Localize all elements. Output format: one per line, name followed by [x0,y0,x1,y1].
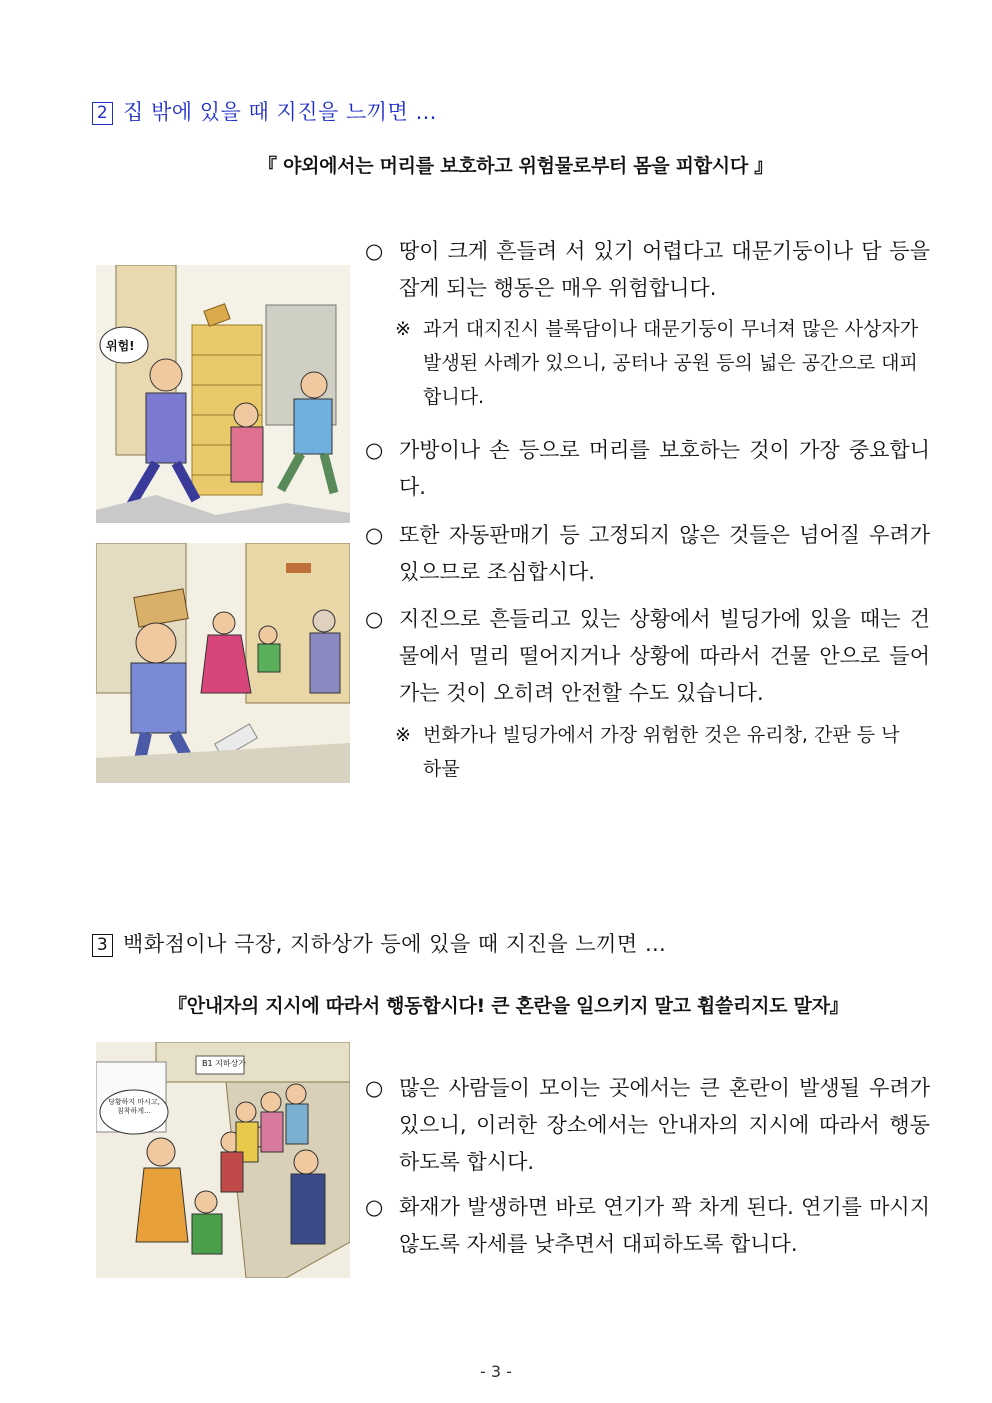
circle-bullet-icon: ○ [365,1076,384,1100]
section3-item-1 [365,1070,930,1181]
section2-item-1 [365,233,930,307]
section2-item-4-text: 지진으로 흔들리고 있는 상황에서 빌딩가에 있을 때는 건물에서 멀리 떨어지거나 상황에 따라서 건물 안으로 들어가는 것이 오히려 안전할 수도 있습니다. [399,607,930,705]
section2-item-3 [365,517,930,591]
section2-motto: 『 야외에서는 머리를 보호하고 위험물로부터 몸을 피합시다 』 [258,155,773,177]
page-number: - 3 - [480,1362,512,1381]
section3-motto: 『안내자의 지시에 따라서 행동합시다! 큰 혼란을 일으키지 말고 휩쓸리지도 말자』 [168,995,849,1017]
section3-title [92,928,666,958]
circle-bullet-icon: ○ [365,438,384,462]
circle-bullet-icon: ○ [365,523,384,547]
section2-note-2 [395,718,900,786]
section2-item-3-text: 또한 자동판매기 등 고정되지 않은 것들은 넘어질 우려가 있으므로 조심합시다. [399,523,930,584]
circle-bullet-icon: ○ [365,1195,384,1219]
section2-note-1-text: 과거 대지진시 블록담이나 대문기둥이 무너져 많은 사상자가 발생된 사례가 있으니, 공터나 공원 등의 넓은 공간으로 대피합니다. [423,318,919,408]
section2-item-4 [365,601,930,712]
section2-note-2-text: 번화가나 빌딩가에서 가장 위험한 것은 유리창, 간판 등 낙하물 [423,724,900,780]
earthquake-wall-illustration [96,265,350,523]
section2-note-1 [395,312,930,414]
section3-number: 3 [92,934,113,957]
reference-mark-icon: ※ [395,318,411,340]
building-street-illustration [96,543,350,783]
section2-item-1-text: 땅이 크게 흔들려 서 있기 어렵다고 대문기둥이나 담 등을 잡게 되는 행동은 매우 위험합니다. [399,239,930,300]
section3-item-2-text: 화재가 발생하면 바로 연기가 꽉 차게 된다. 연기를 마시지 않도록 자세를 낮추면서 대피하도록 합니다. [399,1195,930,1256]
circle-bullet-icon: ○ [365,607,384,631]
section2-item-2-text: 가방이나 손 등으로 머리를 보호하는 것이 가장 중요합니다. [399,438,930,499]
section2-number: 2 [92,102,113,125]
underground-mall-illustration [96,1042,350,1278]
section2-title-text: 집 밖에 있을 때 지진을 느끼면 … [123,100,437,124]
circle-bullet-icon: ○ [365,239,384,263]
section2-title [92,96,437,126]
section3-item-1-text: 많은 사람들이 모이는 곳에서는 큰 혼란이 발생될 우려가 있으니, 이러한 장소에서는 안내자의 지시에 따라서 행동하도록 합시다. [399,1076,930,1174]
calm-bubble-text: 당황하지 마시고, 침착하게… [108,1098,160,1115]
section3-title-text: 백화점이나 극장, 지하상가 등에 있을 때 지진을 느끼면 … [123,932,667,956]
b1-sign-text: B1 지하상가 [202,1059,247,1068]
section3-item-2 [365,1189,930,1263]
danger-bubble-text: 위험! [106,339,135,353]
reference-mark-icon: ※ [395,724,411,746]
section2-item-2 [365,432,930,506]
